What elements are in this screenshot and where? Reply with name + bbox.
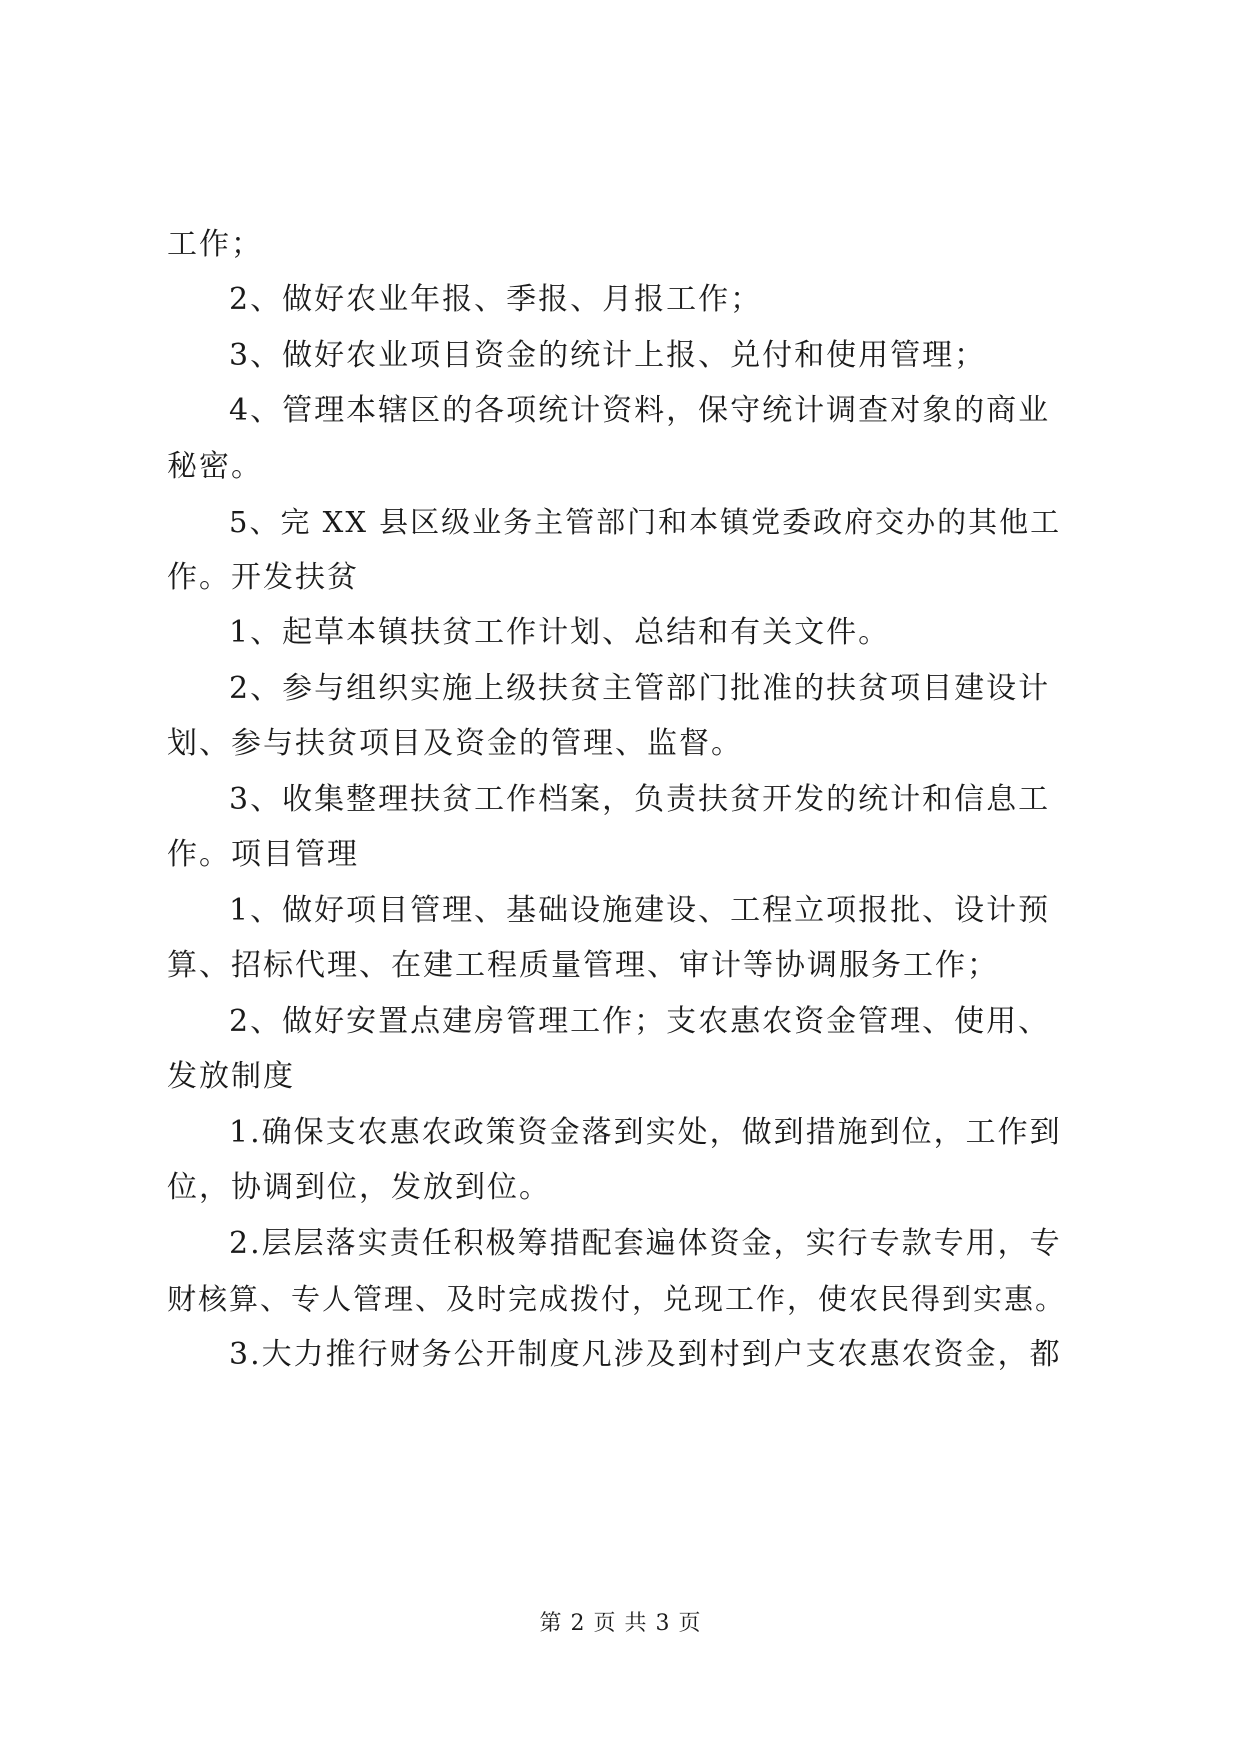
text-line: 1、做好项目管理、基础设施建设、工程立项报批、设计预 [229,893,1051,928]
text-line: 位，协调到位，发放到位。 [167,1170,551,1205]
text-line: 3.大力推行财务公开制度凡涉及到村到户支农惠农资金，都 [229,1337,1062,1372]
text-line: 1.确保支农惠农政策资金落到实处，做到措施到位，工作到 [229,1115,1062,1150]
text-line: 算、招标代理、在建工程质量管理、审计等协调服务工作； [167,948,999,983]
text-line: 1、起草本镇扶贫工作计划、总结和有关文件。 [229,615,891,650]
text-line: 财核算、专人管理、及时完成拨付，兑现工作，使农民得到实惠。 [167,1282,1067,1316]
text-line: 4、管理本辖区的各项统计资料，保守统计调查对象的商业 [229,393,1051,428]
text-line: 2、做好安置点建房管理工作；支农惠农资金管理、使用、 [229,1004,1051,1039]
text-line: 作。项目管理 [167,837,359,872]
text-line: 5、完 XX 县区级业务主管部门和本镇党委政府交办的其他工 [229,505,1062,539]
text-line: 作。开发扶贫 [167,560,359,595]
text-line: 2.层层落实责任积极筹措配套遍体资金，实行专款专用，专 [229,1226,1062,1261]
text-line: 3、做好农业项目资金的统计上报、兑付和使用管理； [229,338,987,373]
text-line: 发放制度 [167,1059,295,1094]
text-line: 工作； [167,227,263,262]
text-line: 秘密。 [167,449,263,484]
text-line: 2、做好农业年报、季报、月报工作； [229,282,763,317]
text-line: 划、参与扶贫项目及资金的管理、监督。 [167,726,743,761]
text-line: 3、收集整理扶贫工作档案，负责扶贫开发的统计和信息工 [229,782,1051,817]
text-line: 2、参与组织实施上级扶贫主管部门批准的扶贫项目建设计 [229,671,1051,706]
page-footer: 第 2 页 共 3 页 [539,1611,702,1636]
